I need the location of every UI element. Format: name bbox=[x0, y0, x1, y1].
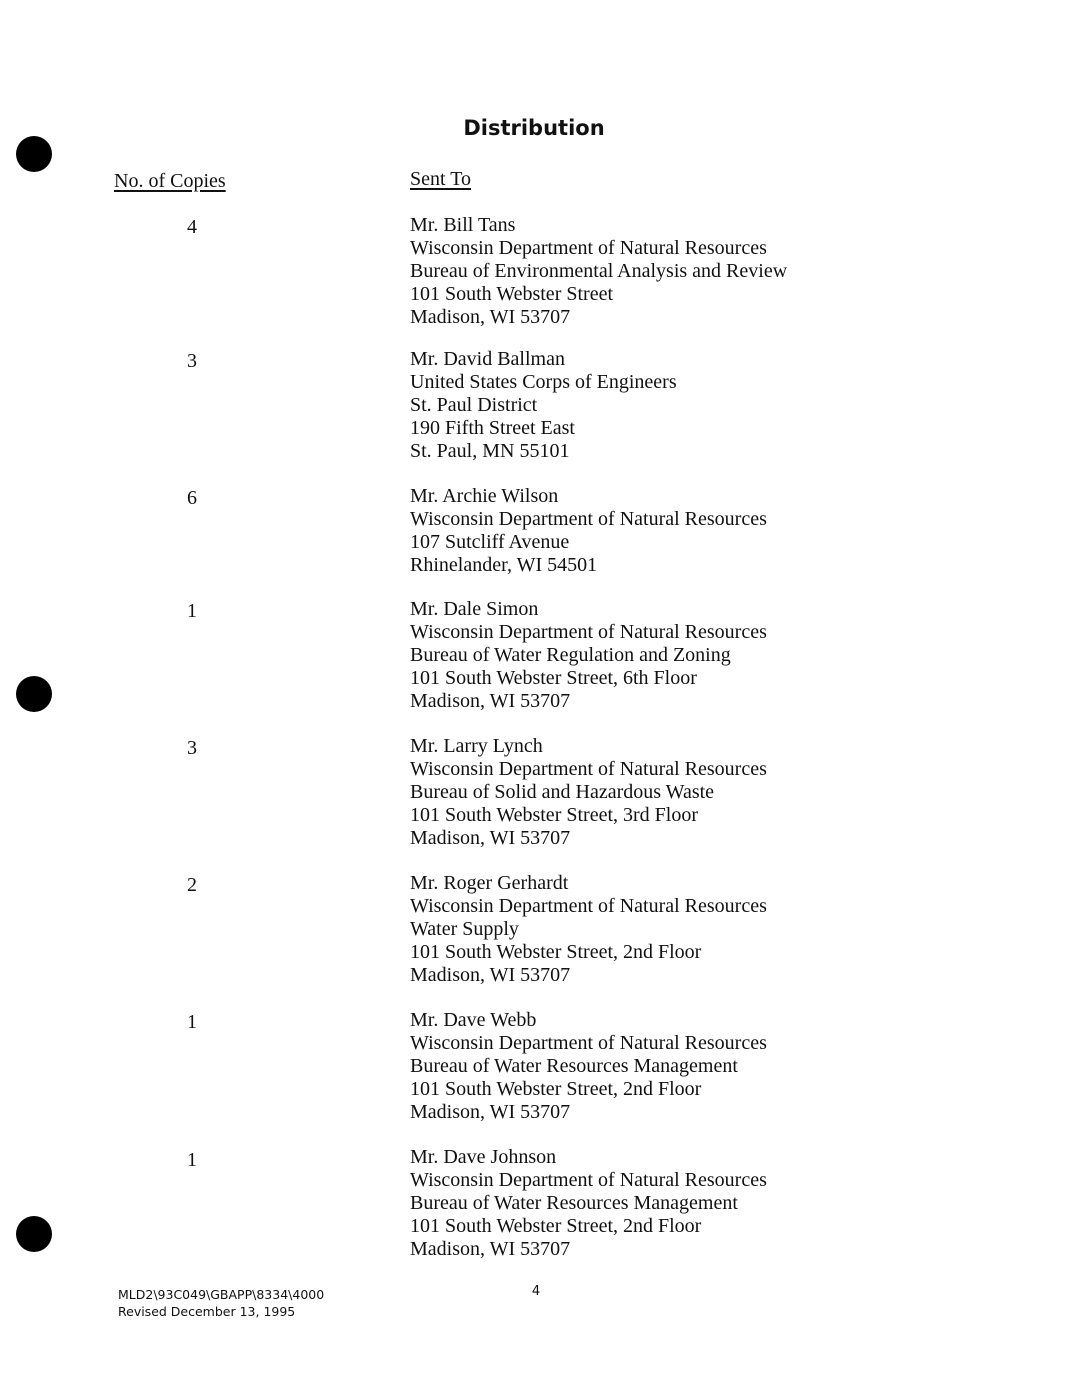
address-line: Madison, WI 53707 bbox=[410, 964, 571, 986]
address-line: 101 South Webster Street, 2nd Floor bbox=[410, 941, 702, 963]
recipient-address bbox=[410, 1009, 970, 1124]
recipient-address bbox=[410, 1146, 970, 1261]
recipient-name: Mr. Archie Wilson bbox=[410, 485, 559, 507]
address-line: 101 South Webster Street, 3rd Floor bbox=[410, 804, 698, 826]
footer-revised-date: Revised December 13, 1995 bbox=[118, 1304, 296, 1319]
copies-count: 1 bbox=[187, 600, 197, 622]
page-number: 4 bbox=[531, 1284, 541, 1299]
recipient-name: Mr. Dave Johnson bbox=[410, 1146, 557, 1168]
address-line: 101 South Webster Street, 6th Floor bbox=[410, 667, 697, 689]
copies-count: 1 bbox=[187, 1149, 197, 1171]
copies-count: 4 bbox=[187, 216, 197, 238]
address-line: Bureau of Water Regulation and Zoning bbox=[410, 644, 731, 666]
recipient-name: Mr. Dale Simon bbox=[410, 598, 539, 620]
recipient-name: Mr. Bill Tans bbox=[410, 214, 516, 236]
footer-file-path: MLD2\93C049\GBAPP\8334\4000 bbox=[118, 1287, 325, 1302]
address-line: Bureau of Water Resources Management bbox=[410, 1192, 738, 1214]
page-title: Distribution bbox=[463, 116, 605, 140]
recipient-address bbox=[410, 485, 970, 577]
recipient-address bbox=[410, 735, 970, 850]
recipient-address bbox=[410, 214, 970, 329]
address-line: Water Supply bbox=[410, 918, 519, 940]
header-sent-to: Sent To bbox=[410, 168, 472, 190]
address-line: Wisconsin Department of Natural Resources bbox=[410, 237, 767, 259]
address-line: United States Corps of Engineers bbox=[410, 371, 677, 393]
address-line: Madison, WI 53707 bbox=[410, 306, 571, 328]
punch-hole-top bbox=[16, 136, 52, 172]
copies-count: 3 bbox=[187, 737, 197, 759]
address-line: 190 Fifth Street East bbox=[410, 417, 575, 439]
address-line: Madison, WI 53707 bbox=[410, 1101, 571, 1123]
address-line: Madison, WI 53707 bbox=[410, 1238, 571, 1260]
address-line: 101 South Webster Street bbox=[410, 283, 613, 305]
address-line: St. Paul, MN 55101 bbox=[410, 440, 570, 462]
address-line: Wisconsin Department of Natural Resources bbox=[410, 758, 767, 780]
recipient-address bbox=[410, 872, 970, 987]
recipient-name: Mr. David Ballman bbox=[410, 348, 565, 370]
address-line: Madison, WI 53707 bbox=[410, 690, 571, 712]
address-line: Wisconsin Department of Natural Resources bbox=[410, 895, 767, 917]
copies-count: 1 bbox=[187, 1011, 197, 1033]
address-line: Wisconsin Department of Natural Resources bbox=[410, 1169, 767, 1191]
recipient-name: Mr. Roger Gerhardt bbox=[410, 872, 569, 894]
address-line: 107 Sutcliff Avenue bbox=[410, 531, 570, 553]
address-line: St. Paul District bbox=[410, 394, 538, 416]
address-line: Wisconsin Department of Natural Resources bbox=[410, 508, 767, 530]
address-line: Madison, WI 53707 bbox=[410, 827, 571, 849]
address-line: Wisconsin Department of Natural Resources bbox=[410, 621, 767, 643]
footer bbox=[118, 1286, 324, 1320]
address-line: Bureau of Solid and Hazardous Waste bbox=[410, 781, 715, 803]
address-line: Rhinelander, WI 54501 bbox=[410, 554, 598, 576]
recipient-address bbox=[410, 348, 970, 463]
address-line: 101 South Webster Street, 2nd Floor bbox=[410, 1215, 702, 1237]
copies-count: 2 bbox=[187, 874, 197, 896]
address-line: Bureau of Environmental Analysis and Review bbox=[410, 260, 788, 282]
address-line: 101 South Webster Street, 2nd Floor bbox=[410, 1078, 702, 1100]
recipient-name: Mr. Larry Lynch bbox=[410, 735, 543, 757]
recipient-address bbox=[410, 598, 970, 713]
punch-hole-bottom bbox=[16, 1216, 52, 1252]
header-no-of-copies: No. of Copies bbox=[114, 170, 226, 192]
copies-count: 6 bbox=[187, 487, 197, 509]
copies-count: 3 bbox=[187, 350, 197, 372]
address-line: Bureau of Water Resources Management bbox=[410, 1055, 738, 1077]
punch-hole-middle bbox=[16, 676, 52, 712]
recipient-name: Mr. Dave Webb bbox=[410, 1009, 537, 1031]
address-line: Wisconsin Department of Natural Resources bbox=[410, 1032, 767, 1054]
